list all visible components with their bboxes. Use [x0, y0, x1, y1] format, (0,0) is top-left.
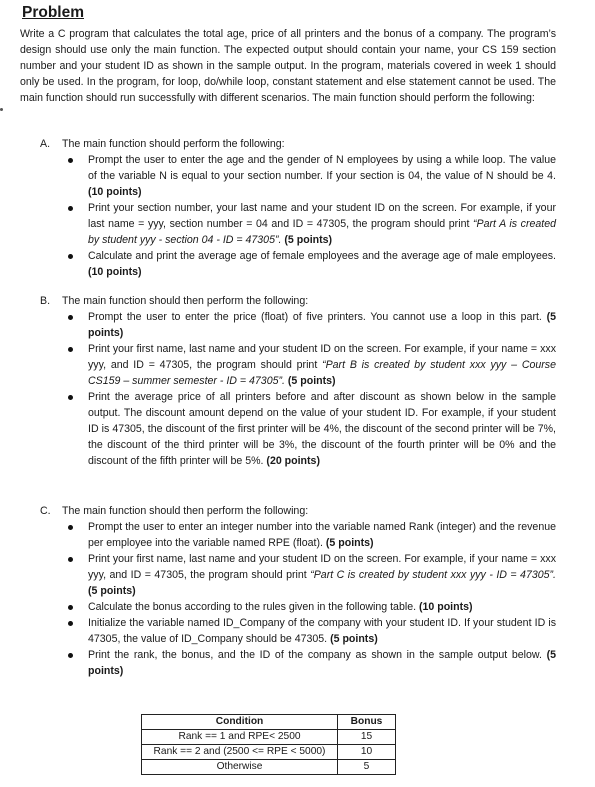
bullet-text: Print your first name, last name and your student ID on the screen. For example, if your name = xxx yyy, and ID = 47305, the program should print: [88, 553, 556, 581]
section-heading-text: The main function should perform the following:: [62, 138, 285, 150]
bullet-text: Print the rank, the bonus, and the ID of the company as shown in the sample output below.: [88, 649, 547, 661]
points-label: (5 points): [88, 585, 136, 597]
points-label: (5 points): [88, 649, 556, 677]
table-cell: Rank == 2 and (2500 <= RPE < 5000): [142, 745, 338, 760]
list-item: [88, 551, 556, 599]
table-cell: Rank == 1 and RPE< 2500: [142, 730, 338, 745]
list-item: [88, 519, 556, 551]
bullet-text: Print your first name, last name and your student ID on the screen. For example, if your name = xxx yyy, and ID = 47305, the program should print: [88, 343, 556, 371]
example-quote: “Part A is created by student yyy - section 04 - ID = 47305”.: [88, 218, 556, 246]
section-letter: B.: [40, 295, 51, 307]
list-item: [88, 248, 556, 280]
list-item: [88, 389, 556, 469]
intro-paragraph: Write a C program that calculates the total age, price of all printers and the bonus of a company. The program’s design should use only the main function. The expected output should contain your name, your CS 159 section number and your student ID as shown in the sample output. In the program, materials covered in week 1 should only be used. In the program, for loop, do/while loop, constant statement and else statement cannot be used. The main function should run successfully with different scenarios. The main function should perform the following:: [20, 28, 556, 105]
bullet-text: Calculate the bonus according to the rules given in the following table.: [88, 601, 419, 613]
points-label: (5 points): [88, 311, 556, 339]
section-letter: C.: [40, 505, 51, 517]
example-quote: “Part B is created by student xxx yyy – Course CS159 – summer semester - ID = 47305”.: [88, 359, 556, 387]
bullet-text: Prompt the user to enter the price (float) of five printers. You cannot use a loop in this part.: [88, 311, 547, 323]
margin-dot: [0, 108, 3, 111]
bullet-list: [40, 309, 556, 469]
bullet-text: Initialize the variable named ID_Company of the company with your student ID. If your student ID is 47305, the value of ID_Company should be 47305.: [88, 617, 556, 645]
points-label: (10 points): [88, 186, 142, 198]
points-label: (10 points): [88, 266, 142, 278]
page-title: Problem: [22, 4, 85, 21]
section-letter: A.: [40, 138, 51, 150]
bullet-text: Prompt the user to enter the age and the gender of N employees by using a while loop. The value of the variable N is equal to your section number. If your section is 04, the value of N should be 4.: [88, 154, 556, 182]
list-item: [88, 341, 556, 389]
list-item: [88, 200, 556, 248]
table-cell: 10: [338, 745, 396, 760]
bonus-table: [141, 714, 396, 775]
list-item: [88, 152, 556, 200]
bullet-list: [40, 519, 556, 679]
points-label: (20 points): [266, 455, 320, 467]
bullet-text: Prompt the user to enter an integer number into the variable named Rank (integer) and the revenue per employee into the variable named RPE (float).: [88, 521, 556, 549]
table-cell: 15: [338, 730, 396, 745]
points-label: (5 points): [287, 375, 336, 387]
section-heading: [40, 293, 556, 309]
bullet-text: Print the average price of all printers before and after discount as shown below in the sample output. The discount amount depend on the value of your student ID. For example, if your student ID is 47305, the discount of the first printer will be 4%, the discount of the second printer will be 7%, the discount of the third printer will be 3%, the discount of the fourth printer will be 0% and the discount of the fifth printer will be 5%.: [88, 391, 556, 467]
table-row: [142, 730, 396, 745]
table-header-condition: Condition: [142, 715, 338, 730]
list-item: [88, 615, 556, 647]
section-a: [40, 136, 556, 280]
table-row: [142, 760, 396, 775]
list-item: [88, 647, 556, 679]
section-c: [40, 503, 556, 679]
table-row: [142, 745, 396, 760]
points-label: (5 points): [284, 234, 333, 246]
section-heading-text: The main function should then perform the following:: [62, 295, 309, 307]
bullet-text: Calculate and print the average age of female employees and the average age of male employees.: [88, 250, 556, 262]
section-heading: [40, 136, 556, 152]
list-item: [88, 309, 556, 341]
points-label: (5 points): [330, 633, 378, 645]
list-item: [88, 599, 556, 615]
table-cell: 5: [338, 760, 396, 775]
section-heading-text: The main function should then perform the following:: [62, 505, 309, 517]
points-label: (10 points): [418, 601, 473, 613]
example-quote: “Part C is created by student xxx yyy - ID = 47305”.: [310, 569, 556, 581]
bullet-list: [40, 152, 556, 280]
section-b: [40, 293, 556, 469]
bullet-text: Print your section number, your last name and your student ID on the screen. For example, if your last name = yyy, section number = 04 and ID = 47305, the program should print: [88, 202, 556, 230]
points-label: (5 points): [325, 537, 374, 549]
table-header-bonus: Bonus: [338, 715, 396, 730]
table-header-row: [142, 715, 396, 730]
table-cell: Otherwise: [142, 760, 338, 775]
section-heading: [40, 503, 556, 519]
